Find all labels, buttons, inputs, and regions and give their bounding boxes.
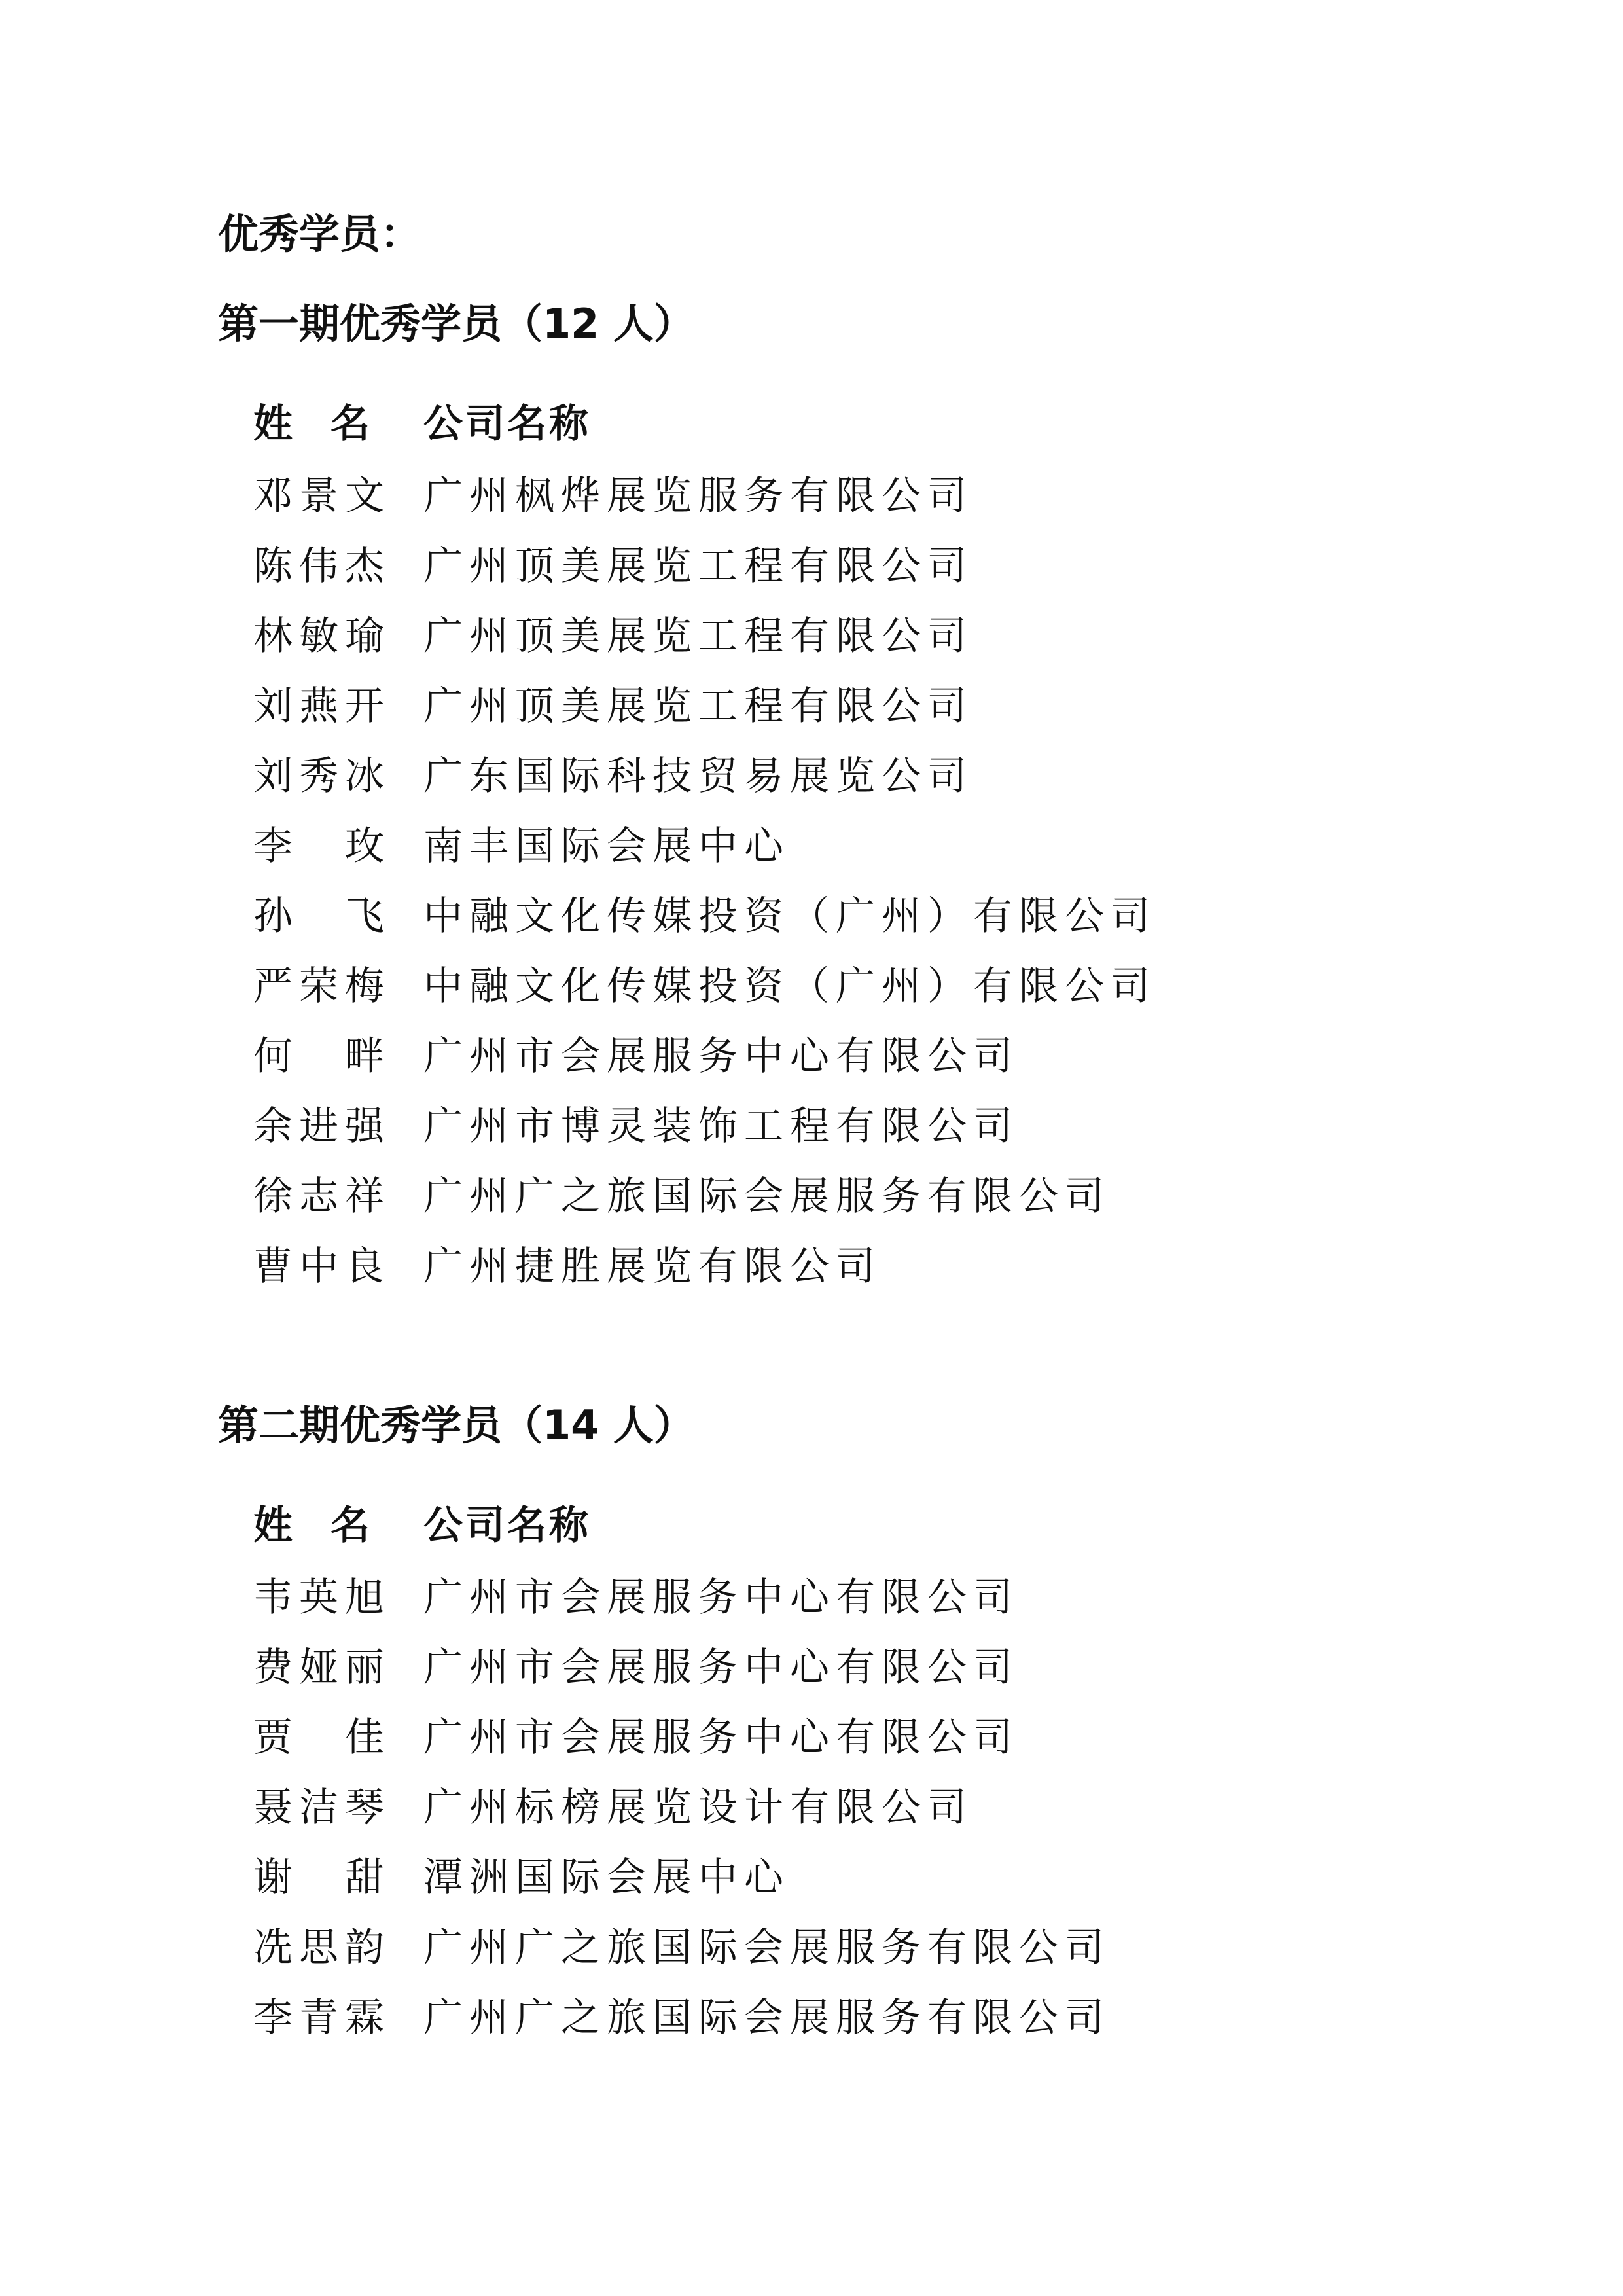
company-name: 中融文化传媒投资（广州）有限公司 xyxy=(423,963,1156,1009)
company-name: 南丰国际会展中心 xyxy=(423,823,790,869)
table-row xyxy=(253,1088,1156,1158)
company-name: 广州广之旅国际会展服务有限公司 xyxy=(423,1173,1111,1219)
table-row xyxy=(253,1559,1111,1629)
student-table xyxy=(253,384,1156,1298)
company-name: 广州市会展服务中心有限公司 xyxy=(423,1033,1019,1079)
table-row xyxy=(253,668,1156,738)
company-name: 广州捷胜展览有限公司 xyxy=(423,1243,882,1289)
student-name: 林敏瑜 xyxy=(253,613,391,659)
student-name: 曹中良 xyxy=(253,1243,391,1289)
table-row xyxy=(253,528,1156,598)
column-header-company: 公司名称 xyxy=(423,401,591,447)
student-name: 刘燕开 xyxy=(253,683,391,729)
section-first-term xyxy=(218,298,1156,1298)
student-name: 李青霖 xyxy=(253,1994,391,2041)
table-row xyxy=(253,1228,1156,1298)
student-name: 徐志祥 xyxy=(253,1173,391,1219)
company-name: 中融文化传媒投资（广州）有限公司 xyxy=(423,893,1156,939)
section-title: 第一期优秀学员（12 人） xyxy=(218,300,694,348)
student-table xyxy=(253,1486,1111,2049)
student-name: 严荣梅 xyxy=(253,963,391,1009)
table-row xyxy=(253,808,1156,878)
company-name: 广州广之旅国际会展服务有限公司 xyxy=(423,1924,1111,1971)
company-name: 广州枫烨展览服务有限公司 xyxy=(423,473,973,519)
company-name: 广州广之旅国际会展服务有限公司 xyxy=(423,1994,1111,2041)
company-name: 广州市会展服务中心有限公司 xyxy=(423,1714,1019,1761)
table-row xyxy=(253,1909,1111,1979)
student-name: 冼思韵 xyxy=(253,1924,391,1971)
table-row xyxy=(253,948,1156,1018)
company-name: 广州标榜展览设计有限公司 xyxy=(423,1784,973,1831)
table-row xyxy=(253,1158,1156,1228)
company-name: 广州顶美展览工程有限公司 xyxy=(423,543,973,589)
table-row xyxy=(253,1979,1111,2049)
table-row xyxy=(253,457,1156,528)
student-name: 何 畔 xyxy=(253,1033,391,1079)
student-name: 聂洁琴 xyxy=(253,1784,391,1831)
student-name: 李 玫 xyxy=(253,823,391,869)
student-name: 谢 甜 xyxy=(253,1854,391,1901)
student-name: 韦英旭 xyxy=(253,1574,391,1621)
company-name: 广东国际科技贸易展览公司 xyxy=(423,753,973,799)
company-name: 潭洲国际会展中心 xyxy=(423,1854,790,1901)
table-row xyxy=(253,1769,1111,1839)
section-title: 第二期优秀学员（14 人） xyxy=(218,1401,694,1449)
company-name: 广州市会展服务中心有限公司 xyxy=(423,1574,1019,1621)
student-name: 孙 飞 xyxy=(253,893,391,939)
table-header xyxy=(253,1486,1111,1559)
company-name: 广州顶美展览工程有限公司 xyxy=(423,683,973,729)
table-row xyxy=(253,1839,1111,1909)
table-row xyxy=(253,1699,1111,1769)
student-name: 刘秀冰 xyxy=(253,753,391,799)
student-name: 余进强 xyxy=(253,1103,391,1149)
table-row xyxy=(253,1629,1111,1699)
student-name: 陈伟杰 xyxy=(253,543,391,589)
page-title: 优秀学员： xyxy=(218,210,421,258)
table-row xyxy=(253,738,1156,808)
company-name: 广州市博灵装饰工程有限公司 xyxy=(423,1103,1019,1149)
student-name: 费娅丽 xyxy=(253,1644,391,1691)
student-name: 邓景文 xyxy=(253,473,391,519)
table-row xyxy=(253,598,1156,668)
student-name: 贾 佳 xyxy=(253,1714,391,1761)
table-row xyxy=(253,878,1156,948)
company-name: 广州市会展服务中心有限公司 xyxy=(423,1644,1019,1691)
column-header-name: 姓名 xyxy=(253,401,408,447)
table-row xyxy=(253,1018,1156,1088)
column-header-company: 公司名称 xyxy=(423,1503,591,1549)
column-header-name: 姓名 xyxy=(253,1503,408,1549)
company-name: 广州顶美展览工程有限公司 xyxy=(423,613,973,659)
section-second-term xyxy=(218,1399,1111,2049)
table-header xyxy=(253,384,1156,457)
